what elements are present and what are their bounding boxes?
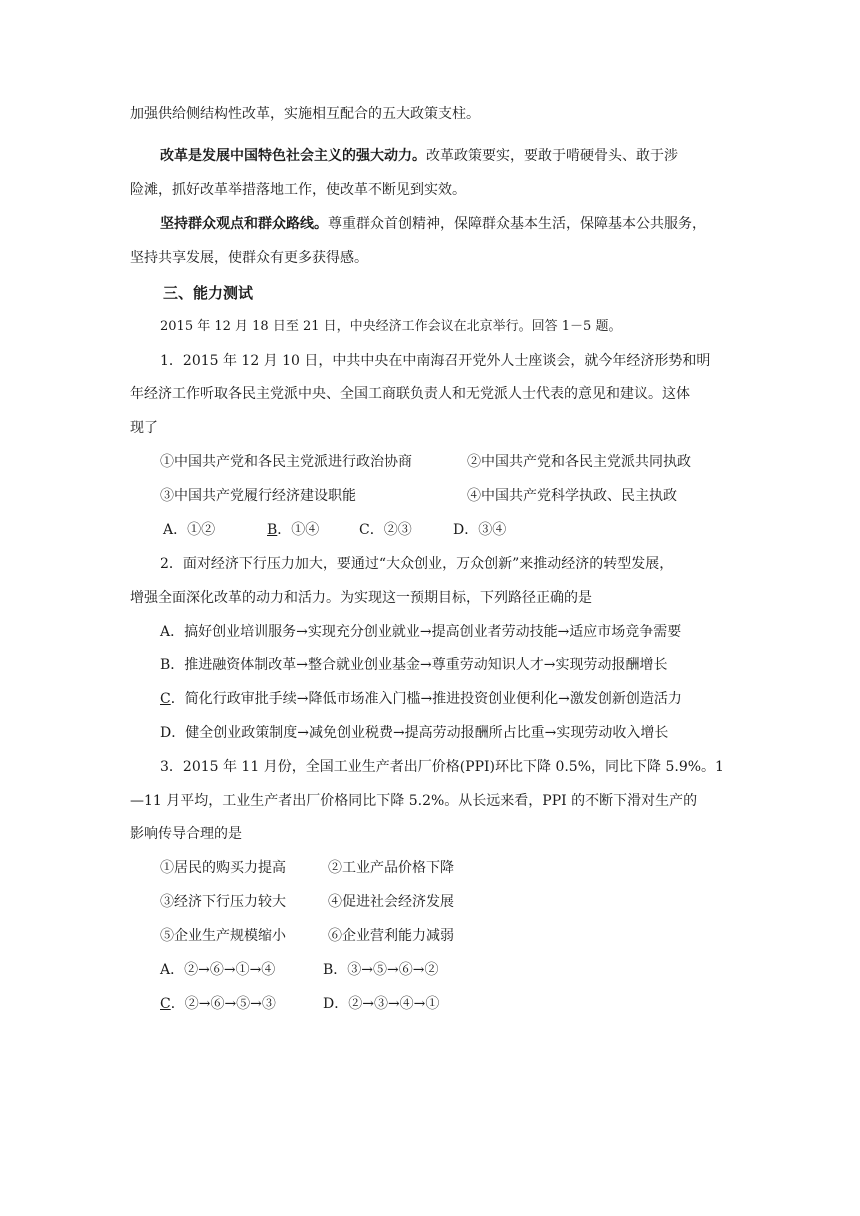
q1-options (163, 520, 763, 540)
q3-option-d: D．②→③→④→① (323, 996, 440, 1012)
q2-option-d: D．健全创业政策制度→减免创业税费→提高劳动报酬所占比重→实现劳动收入增长 (160, 725, 669, 741)
q1-option-b (267, 520, 359, 540)
q3-stem-line1: 3．2015 年 11 月份，全国工业生产者出厂价格(PPI)环比下降 0.5%，同比下降 5.9%。1 (160, 759, 724, 775)
q3-option-b: B．③→⑤→⑥→② (323, 962, 439, 978)
q3-statement-4: ④促进社会经济发展 (328, 894, 454, 910)
q3-stem-line2: —11 月平均，工业生产者出厂价格同比下降 5.2%。从长远来看，PPI 的不断下滑对生产的 (130, 793, 698, 809)
q3-statements-row1 (160, 858, 760, 878)
q1-statement-4: ④中国共产党科学执政、民主执政 (467, 488, 677, 504)
paragraph-reform-bold: 改革是发展中国特色社会主义的强大动力。 (160, 148, 426, 164)
q3-options-row2 (160, 994, 760, 1014)
paragraph-masses (160, 214, 760, 234)
q2-option-c (160, 689, 760, 709)
q3-statements-row2 (160, 892, 760, 912)
q3-statements-row3 (160, 926, 760, 946)
q1-stem-line3: 现了 (130, 420, 158, 436)
q1-option-b-letter: B (267, 522, 278, 538)
q3-option-a: A．②→⑥→①→④ (160, 962, 276, 978)
q3-option-c-letter: C (160, 996, 171, 1012)
q1-statement-3: ③中国共产党履行经济建设职能 (160, 488, 356, 504)
q2-stem-line2: 增强全面深化改革的动力和活力。为实现这一预期目标，下列路径正确的是 (130, 590, 592, 606)
q2-stem-line1: 2．面对经济下行压力加大，要通过“大众创业，万众创新”来推动经济的转型发展， (160, 556, 674, 572)
q1-option-d: D．③④ (453, 522, 507, 538)
q3-stem-line3: 影响传导合理的是 (130, 826, 242, 842)
question-intro: 2015 年 12 月 18 日至 21 日，中央经济工作会议在北京举行。回答 1－5 题。 (160, 319, 622, 334)
paragraph-masses-text: 尊重群众首创精神，保障群众基本生活，保障基本公共服务， (328, 216, 706, 232)
paragraph-masses-line2: 坚持共享发展，使群众有更多获得感。 (130, 250, 368, 266)
q1-option-c: C．②③ (359, 522, 412, 538)
paragraph-supply-reform: 加强供给侧结构性改革，实施相互配合的五大政策支柱。 (130, 106, 480, 122)
section-title: 三、能力测试 (163, 284, 254, 302)
q1-stem-line2: 年经济工作听取各民主党派中央、全国工商联负责人和无党派人士代表的意见和建议。这体 (130, 386, 690, 402)
q2-option-a: A．搞好创业培训服务→实现充分创业就业→提高创业者劳动技能→适应市场竞争需要 (160, 624, 682, 640)
q3-statement-6: ⑥企业营利能力减弱 (328, 928, 454, 944)
q3-option-c (160, 994, 323, 1014)
q1-statements-row2 (160, 486, 760, 506)
q3-statement-5: ⑤企业生产规模缩小 (160, 928, 286, 944)
paragraph-reform-text: 改革政策要实，要敢于啃硬骨头、敢于涉 (426, 148, 678, 164)
q1-stem-line1: 1．2015 年 12 月 10 日，中共中央在中南海召开党外人士座谈会，就今年经济形势和明 (160, 353, 711, 369)
q3-statement-1: ①居民的购买力提高 (160, 860, 286, 876)
paragraph-masses-bold: 坚持群众观点和群众路线。 (160, 216, 328, 232)
q2-option-c-letter: C (160, 691, 171, 707)
q3-options-row1 (160, 960, 760, 980)
q1-statement-2: ②中国共产党和各民主党派共同执政 (467, 454, 691, 470)
q3-statement-3: ③经济下行压力较大 (160, 894, 286, 910)
q2-option-c-text: ．简化行政审批手续→降低市场准入门槛→推进投资创业便利化→激发创新创造活力 (170, 691, 682, 707)
q1-statements-row1 (160, 452, 760, 472)
paragraph-reform-line2: 险滩，抓好改革举措落地工作，使改革不断见到实效。 (130, 182, 466, 198)
q1-statement-1: ①中国共产党和各民主党派进行政治协商 (160, 454, 412, 470)
q3-statement-2: ②工业产品价格下降 (328, 860, 454, 876)
paragraph-reform (160, 146, 760, 166)
q1-option-a: A．①② (163, 522, 216, 538)
q3-option-c-text: ．②→⑥→⑤→③ (170, 996, 276, 1012)
q1-option-b-text: ．①④ (277, 522, 320, 538)
q2-option-b: B．推进融资体制改革→整合就业创业基金→尊重劳动知识人才→实现劳动报酬增长 (160, 657, 668, 673)
